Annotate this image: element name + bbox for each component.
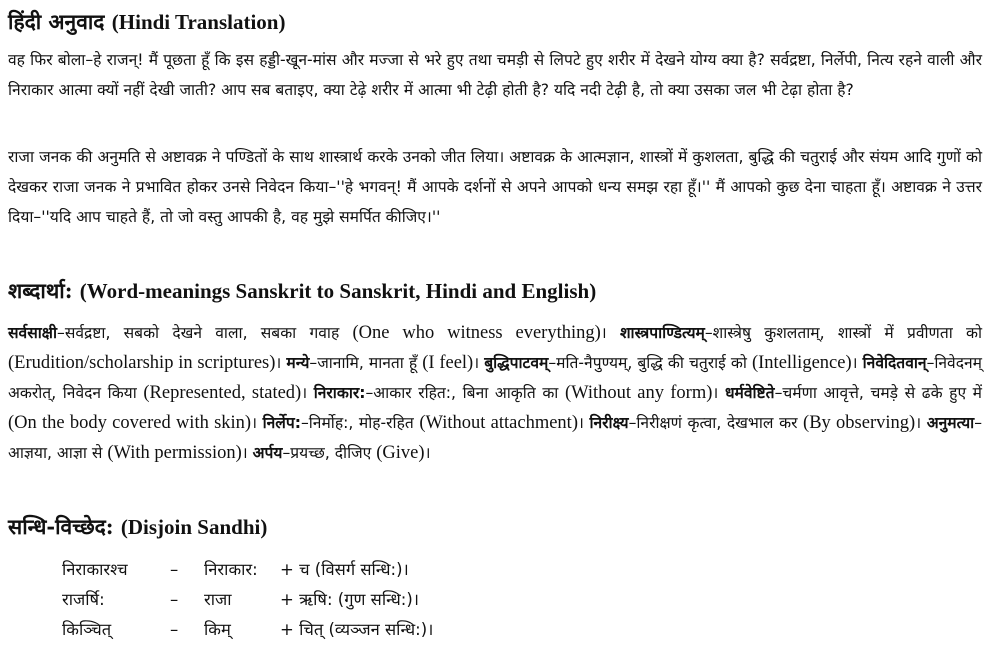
- word-meaning-english: (By observing): [803, 413, 916, 433]
- word-meaning-hindi: –जानामि, मानता हूँ: [309, 354, 423, 372]
- word-meaning-english: (On the body covered with skin): [8, 413, 252, 433]
- word-meaning-entry: [484, 354, 862, 372]
- word-meaning-hindi: –निवेदनम् अकरोत्, निवेदन किया: [8, 354, 982, 402]
- word-meaning-term: शास्त्रपाण्डित्यम्: [619, 324, 705, 342]
- word-meaning-term: बुद्धिपाटवम्: [484, 354, 549, 372]
- sandhi-word: किञ्चित्: [62, 620, 112, 639]
- word-meaning-term: निर्लेप:: [262, 414, 301, 432]
- word-meaning-term: सर्वसाक्षी: [8, 324, 58, 342]
- sandhi-dash: –: [170, 590, 179, 609]
- translation-heading-hindi: हिंदी अनुवाद: [8, 9, 105, 34]
- word-meaning-hindi: –चर्मणा आवृत्ते, चमड़े से ढके हुए में: [774, 384, 982, 402]
- word-meaning-end: ।: [251, 414, 263, 432]
- word-meaning-english: (Intelligence): [751, 353, 852, 373]
- word-meaning-entry: [263, 414, 590, 432]
- word-meaning-english: (With permission): [107, 443, 242, 463]
- sandhi-part: निराकार:: [204, 560, 258, 579]
- word-meaning-end: ।: [424, 444, 431, 462]
- word-meaning-term: निराकार:: [313, 384, 366, 402]
- word-meaning-end: ।: [577, 414, 590, 432]
- word-meaning-term: अर्पय: [252, 444, 283, 462]
- sandhi-rest: + चित् (व्यञ्जन सन्धि:)।: [280, 620, 434, 639]
- word-meaning-end: ।: [712, 384, 725, 402]
- sandhi-dash: –: [170, 620, 179, 639]
- word-meaning-term: अनुमत्या: [926, 414, 975, 432]
- sandhi-rest: + च (विसर्ग सन्धि:)।: [280, 560, 409, 579]
- translation-paragraph-2: राजा जनक की अनुमति से अष्टावक्र ने पण्डितों के साथ शास्त्रार्थ करके उनको जीत लिया। अष्टावक्र के आत्मज्ञान, शास्त्रों में कुशलता, बुद्धि की चतुराई और संयम आदि गुणों को देखकर राजा जनक ने प्रभावित होकर उनसे निवेदन किया–''हे भगवन्! मैं आपके दर्शनों से अपने आपको धन्य समझ रहा हूँ।'' मैं आपको कुछ देना चाहता हूँ। अष्टावक्र ने उत्तर दिया–''यदि आप चाहते हैं, तो जो वस्तु आपकी है, वह मुझे समर्पित कीजिए।'': [8, 148, 982, 226]
- word-meaning-english: (One who witness everything): [352, 323, 601, 343]
- word-meaning-entry: [314, 384, 725, 402]
- word-meaning-entry: [286, 354, 484, 372]
- word-meaning-hindi: –मति-नैपुण्यम्, बुद्धि की चतुराई को: [548, 354, 752, 372]
- word-meaning-entry: [589, 414, 926, 432]
- word-meaning-hindi: –आकार रहित:, बिना आकृति का: [365, 384, 565, 402]
- word-meaning-english: (I feel): [422, 353, 474, 373]
- word-meaning-end: ।: [851, 354, 863, 372]
- word-meaning-entry: [253, 444, 431, 462]
- word-meaning-hindi: –आज्ञया, आज्ञा से: [8, 414, 982, 462]
- word-meanings-heading-english: (Word-meanings Sanskrit to Sanskrit, Hindi and English): [79, 279, 597, 303]
- word-meaning-entry: [8, 324, 620, 342]
- translation-heading: [8, 9, 285, 35]
- word-meaning-hindi: –निरीक्षणं कृत्वा, देखभाल कर: [628, 414, 804, 432]
- word-meaning-hindi: –प्रयच्छ, दीजिए: [282, 444, 377, 462]
- sandhi-heading-hindi: सन्धि-विच्छेद:: [8, 514, 114, 539]
- word-meaning-end: ।: [473, 354, 485, 372]
- sandhi-part: राजा: [204, 590, 232, 609]
- translation-paragraph-1: वह फिर बोला–हे राजन्! मैं पूछता हूँ कि इस हड्डी-खून-मांस और मज्जा से भरे हुए तथा चमड़ी से लिपटे हुए शरीर में देखने योग्य क्या है? सर्वद्रष्टा, निर्लेपी, नित्य रहने वाली और निराकार आत्मा क्यों नहीं देखी जाती? आप सब बताइए, क्या टेढ़े शरीर में आत्मा भी टेढ़ी होती है? यदि नदी टेढ़ी है, तो क्या उसका जल भी टेढ़ा होता है?: [8, 51, 982, 99]
- word-meaning-english: (Without attachment): [419, 413, 578, 433]
- word-meaning-english: (Without any form): [564, 383, 713, 403]
- word-meaning-end: ।: [915, 414, 927, 432]
- sandhi-dash: –: [170, 560, 179, 579]
- sandhi-rest: + ऋषि: (गुण सन्धि:)।: [280, 590, 420, 609]
- sandhi-heading-english: (Disjoin Sandhi): [120, 515, 268, 539]
- word-meaning-english: (Erudition/scholarship in scriptures): [8, 353, 276, 373]
- translation-heading-english: (Hindi Translation): [111, 10, 286, 34]
- word-meaning-term: निरीक्ष्य: [589, 414, 629, 432]
- word-meaning-hindi: –शास्त्रेषु कुशलताम्, शास्त्रों में प्रवीणता को: [704, 324, 982, 342]
- word-meaning-end: ।: [301, 384, 314, 402]
- word-meanings-heading-hindi: शब्दार्था:: [8, 278, 73, 303]
- word-meaning-end: ।: [275, 354, 287, 372]
- word-meaning-english: (Give): [376, 443, 425, 463]
- word-meaning-term: धर्मवेष्टिते: [724, 384, 775, 402]
- word-meaning-term: निवेदितवान्: [862, 354, 927, 372]
- sandhi-word: राजर्षि:: [62, 590, 105, 609]
- word-meaning-end: ।: [600, 324, 620, 342]
- sandhi-part: किम्: [204, 620, 231, 639]
- word-meaning-hindi: –सर्वद्रष्टा, सबको देखने वाला, सबका गवाह: [57, 324, 353, 342]
- word-meaning-hindi: –निर्मोह:, मोह-रहित: [300, 414, 420, 432]
- sandhi-heading: [8, 514, 267, 540]
- word-meaning-end: ।: [241, 444, 253, 462]
- word-meanings-heading: [8, 278, 596, 304]
- sandhi-word: निराकारश्च: [62, 560, 128, 579]
- word-meaning-term: मन्ये: [286, 354, 310, 372]
- word-meanings-paragraph: [8, 318, 982, 468]
- word-meaning-english: (Represented, stated): [143, 383, 302, 403]
